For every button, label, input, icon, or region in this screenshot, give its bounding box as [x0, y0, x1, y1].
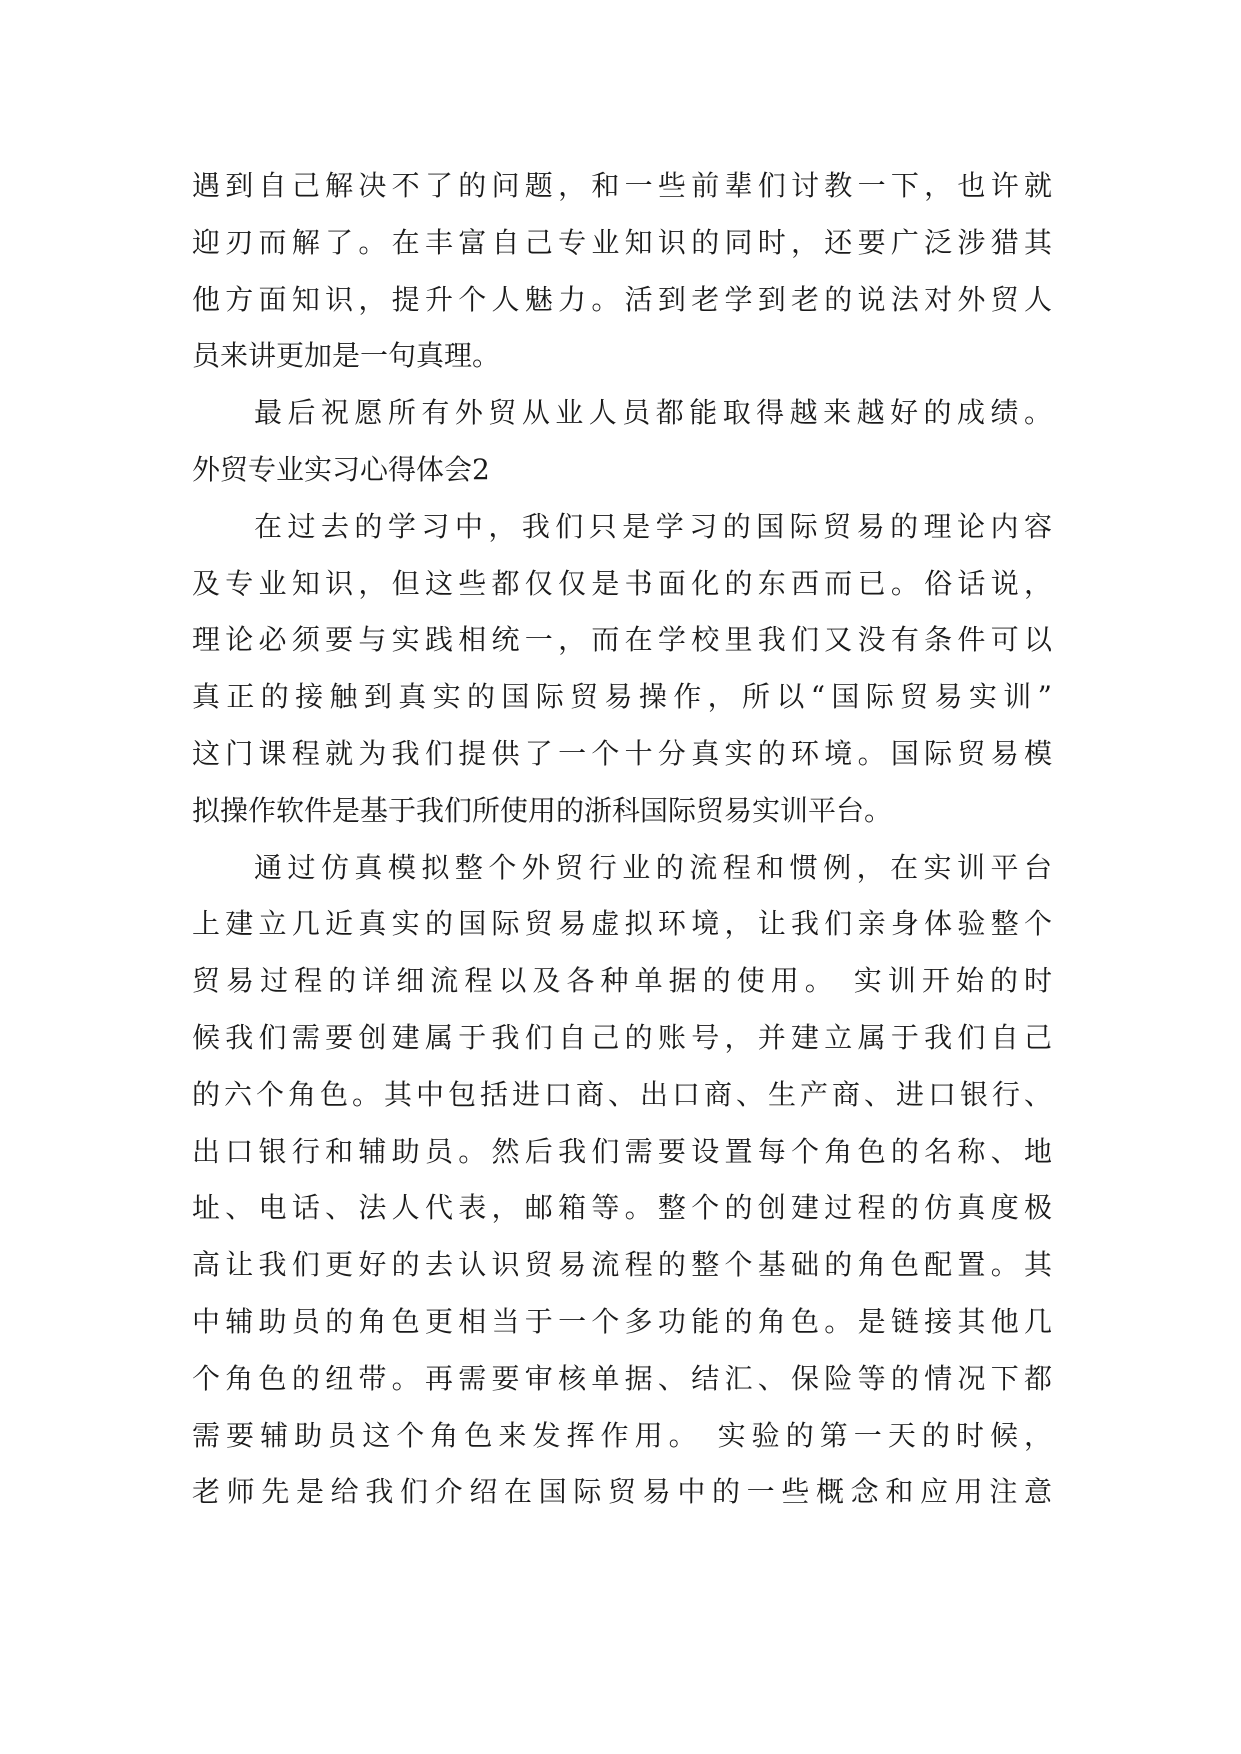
text-line: 个角色的纽带。再需要审核单据、结汇、保险等的情况下都	[192, 1361, 1052, 1395]
text-line: 理论必须要与实践相统一，而在学校里我们又没有条件可以	[192, 623, 1052, 657]
text-line: 在过去的学习中，我们只是学习的国际贸易的理论内容	[254, 509, 1052, 543]
section-heading: 外贸专业实习心得体会2	[192, 452, 490, 486]
text-line: 这门课程就为我们提供了一个十分真实的环境。国际贸易模	[192, 736, 1052, 770]
text-line: 出口银行和辅助员。然后我们需要设置每个角色的名称、地	[192, 1134, 1052, 1168]
text-line: 老师先是给我们介绍在国际贸易中的一些概念和应用注意	[192, 1475, 1052, 1509]
text-line: 的六个角色。其中包括进口商、出口商、生产商、进口银行、	[192, 1077, 1052, 1111]
text-line: 需要辅助员这个角色来发挥作用。 实验的第一天的时候，	[192, 1418, 1052, 1452]
text-line: 最后祝愿所有外贸从业人员都能取得越来越好的成绩。	[254, 396, 1052, 430]
text-line: 及专业知识，但这些都仅仅是书面化的东西而已。俗话说，	[192, 566, 1052, 600]
text-line: 员来讲更加是一句真理。	[192, 339, 501, 373]
text-line: 真正的接触到真实的国际贸易操作，所以“国际贸易实训”	[192, 680, 1052, 714]
text-line: 拟操作软件是基于我们所使用的浙科国际贸易实训平台。	[192, 793, 893, 827]
text-line: 他方面知识，提升个人魅力。活到老学到老的说法对外贸人	[192, 282, 1052, 316]
text-line: 中辅助员的角色更相当于一个多功能的角色。是链接其他几	[192, 1304, 1052, 1338]
text-line: 址、电话、法人代表，邮箱等。整个的创建过程的仿真度极	[192, 1191, 1052, 1225]
document-body	[192, 158, 1052, 1521]
text-line: 贸易过程的详细流程以及各种单据的使用。 实训开始的时	[192, 964, 1052, 998]
text-line: 通过仿真模拟整个外贸行业的流程和惯例，在实训平台	[254, 850, 1052, 884]
text-line: 遇到自己解决不了的问题，和一些前辈们讨教一下，也许就	[192, 169, 1052, 202]
text-line: 迎刃而解了。在丰富自己专业知识的同时，还要广泛涉猎其	[192, 225, 1052, 259]
text-line: 候我们需要创建属于我们自己的账号，并建立属于我们自己	[192, 1020, 1052, 1054]
text-line: 上建立几近真实的国际贸易虚拟环境，让我们亲身体验整个	[192, 907, 1052, 941]
text-line: 高让我们更好的去认识贸易流程的整个基础的角色配置。其	[192, 1248, 1052, 1282]
